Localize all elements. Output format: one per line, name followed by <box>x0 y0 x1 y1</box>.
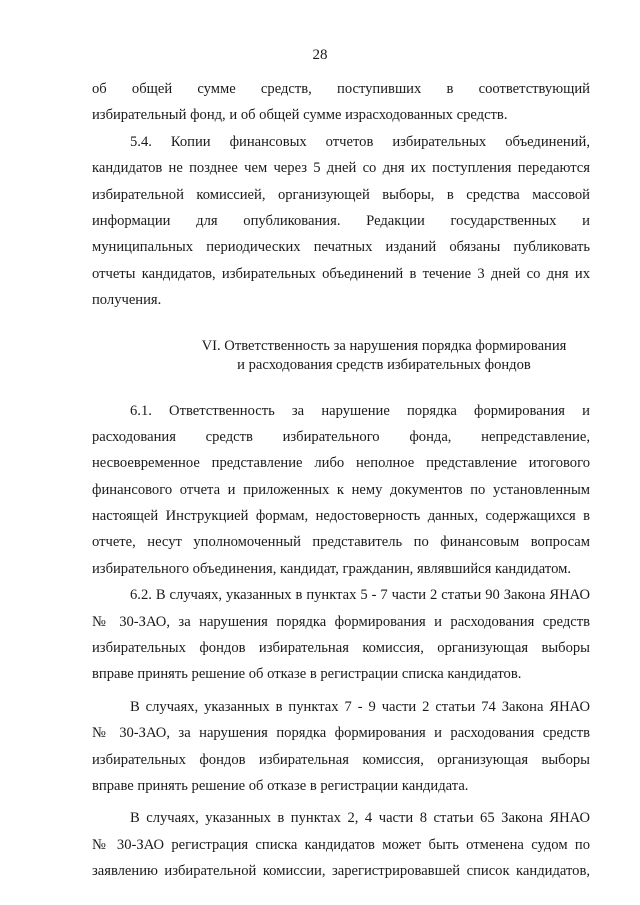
text-line: 5.4. Копии финансовых отчетов избирательных объединений, <box>130 133 590 150</box>
text-line: получения. <box>92 292 162 309</box>
text-line: избирательного объединения, кандидат, гражданин, являвшийся кандидатом. <box>92 560 571 577</box>
text-line: 6.2. В случаях, указанных в пунктах 5 - 7 части 2 статьи 90 Закона ЯНАО <box>130 587 590 604</box>
text-line: № 30-ЗАО, за нарушения порядка формирования и расходования средств <box>92 725 590 742</box>
text-line: об общей сумме средств, поступивших в соответствующий <box>92 81 590 97</box>
text-line: расходования средств избирательного фонда, непредставление, <box>92 428 590 445</box>
text-line: несвоевременное представление либо неполное представление итогового <box>92 455 590 472</box>
text-line: заявлению избирательной комиссии, зарегистрировавшей список кандидатов, <box>92 863 590 880</box>
paragraph-cases-candidate <box>92 694 590 800</box>
heading-line: VI. Ответственность за нарушения порядка формирования <box>201 337 567 354</box>
text-line: избирательной комиссией, организующей выборы, в средства массовой <box>92 186 590 203</box>
text-line: финансового отчета и приложенных к нему документов по установленным <box>92 481 590 498</box>
document-body <box>92 76 590 885</box>
text-line: муниципальных периодических печатных изданий обязаны публиковать <box>92 239 590 256</box>
text-line: избирательный фонд, и об общей сумме израсходованных средств. <box>92 107 508 124</box>
paragraph-6-1 <box>92 398 590 583</box>
text-line: настоящей Инструкцией формам, недостоверность данных, содержащихся в <box>92 508 590 525</box>
text-line: 6.1. Ответственность за нарушение порядка формирования и <box>130 402 590 419</box>
text-line: В случаях, указанных в пунктах 2, 4 части 8 статьи 65 Закона ЯНАО <box>130 810 590 827</box>
heading-line: и расходования средств избирательных фондов <box>237 356 531 373</box>
text-line: № 30-ЗАО, за нарушения порядка формирования и расходования средств <box>92 613 590 630</box>
text-line: В случаях, указанных в пунктах 7 - 9 части 2 статьи 74 Закона ЯНАО <box>130 698 590 715</box>
text-line: отчеты кандидатов, избирательных объединений в течение 3 дней со дня их <box>92 265 590 282</box>
text-line: вправе принять решение об отказе в регистрации кандидата. <box>92 777 469 794</box>
text-line: вправе принять решение об отказе в регистрации списка кандидатов. <box>92 666 522 683</box>
text-line: избирательных фондов избирательная комиссия, организующая выборы <box>92 640 590 657</box>
text-line: информации для опубликования. Редакции государственных и <box>92 212 590 229</box>
paragraph-6-2 <box>92 582 590 688</box>
paragraph-continuation <box>92 76 590 129</box>
page-number: 28 <box>312 47 328 63</box>
section-heading <box>92 337 590 375</box>
paragraph-cases-list <box>92 805 590 884</box>
text-line: избирательных фондов избирательная комиссия, организующая выборы <box>92 751 590 768</box>
paragraph-5-4 <box>92 129 590 314</box>
text-line: № 30-ЗАО регистрация списка кандидатов может быть отменена судом по <box>92 836 590 853</box>
text-line: отчете, несут уполномоченный представитель по финансовым вопросам <box>92 534 590 551</box>
text-line: кандидатов не позднее чем через 5 дней со дня их поступления передаются <box>92 160 590 177</box>
